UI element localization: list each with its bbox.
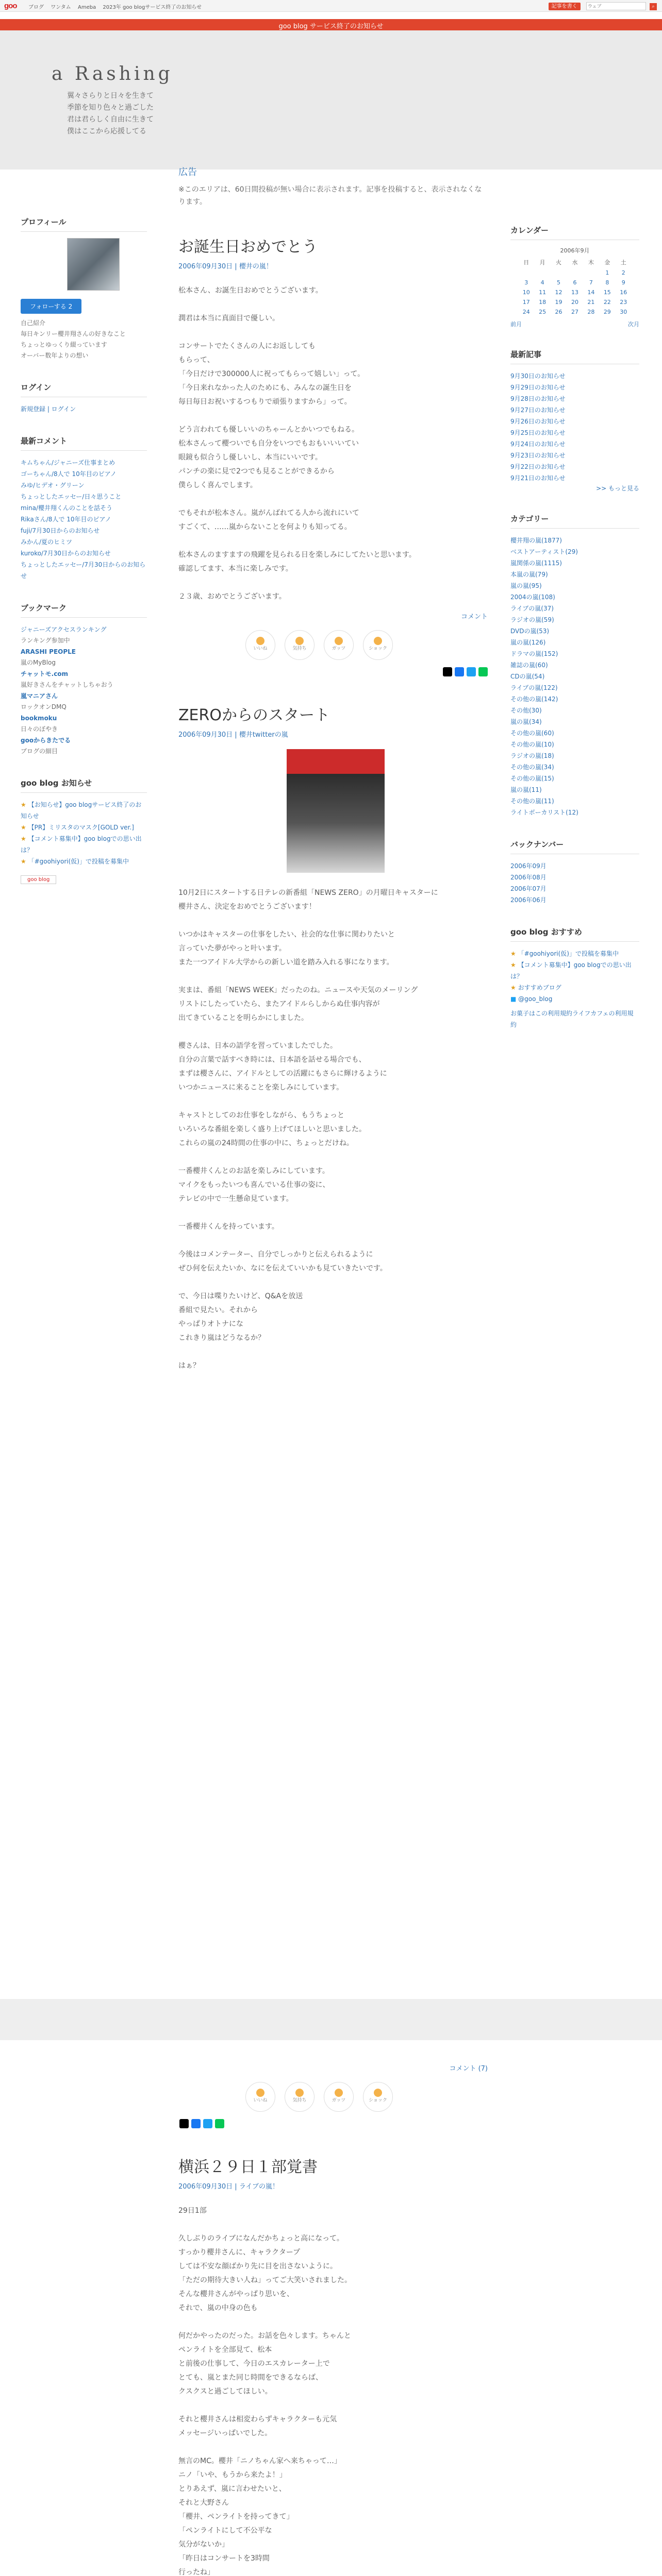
desc-line: 季節を知り色々と過ごした	[67, 104, 154, 112]
ad-area	[0, 1999, 662, 2040]
hatena-share-icon[interactable]	[467, 667, 476, 676]
reaction-label: ガッツ	[332, 2098, 346, 2103]
recent-post-link[interactable]: 9月29日のお知らせ	[510, 384, 566, 391]
backnumber-link[interactable]: 2006年09月	[510, 862, 547, 870]
calendar-week	[518, 278, 632, 287]
calendar-nav	[510, 320, 639, 328]
calendar-day[interactable]: 19	[555, 299, 562, 306]
post-title[interactable]: お誕生日おめでとう	[178, 238, 318, 256]
blog-description	[67, 90, 154, 138]
bookmarks-block	[21, 602, 147, 757]
category-link[interactable]: ライブの嵐(37)	[510, 605, 554, 612]
calendar-day[interactable]	[551, 268, 567, 278]
recommend-link[interactable]	[510, 948, 639, 959]
comment-link[interactable]: kuroko/7月30日からのお知らせ	[21, 550, 111, 557]
category-link[interactable]: CDの嵐(54)	[510, 673, 545, 680]
post-title[interactable]: ZEROからのスタート	[178, 706, 330, 724]
calendar-day[interactable]: 1	[605, 269, 609, 276]
calendar-day[interactable]	[518, 268, 534, 278]
recommend-icon: ★	[510, 950, 518, 957]
top-link[interactable]: Ameba	[77, 5, 96, 10]
reaction-button[interactable]	[245, 630, 275, 660]
post	[178, 702, 488, 1373]
calendar-week	[518, 268, 632, 278]
weekday: 土	[620, 259, 626, 266]
search-input[interactable]	[586, 2, 646, 10]
reaction-label: ショック	[369, 646, 387, 651]
category-link[interactable]: その他の嵐(60)	[510, 730, 554, 737]
news-link[interactable]	[21, 799, 147, 822]
recent-post-link[interactable]: 9月30日のお知らせ	[510, 372, 566, 380]
reaction-icon	[374, 637, 382, 645]
recommend-text: おすすめブログ	[518, 984, 561, 991]
reaction-label: いいね	[253, 646, 268, 651]
category-block	[510, 513, 639, 818]
recommend-icon: ★	[510, 961, 518, 969]
category-link[interactable]: その他の嵐(11)	[510, 798, 554, 805]
comment-link[interactable]: コメント (7)	[449, 2065, 488, 2073]
write-post-button[interactable]: 記事を書く	[549, 3, 581, 10]
calendar-day[interactable]: 8	[605, 279, 609, 286]
top-links	[28, 3, 207, 10]
reactions	[245, 2082, 488, 2112]
calendar-week	[518, 307, 632, 317]
category-link[interactable]: ライトボーカリスト(12)	[510, 809, 578, 816]
category-link[interactable]: ライブの嵐(122)	[510, 684, 558, 691]
calendar-table	[518, 257, 632, 317]
calendar-month: 2006年9月	[560, 247, 590, 254]
recommend-link[interactable]	[510, 959, 639, 982]
backnumber-title: バックナンバー	[510, 839, 639, 854]
login-link[interactable]: 新規登録 | ログイン	[21, 405, 76, 413]
right-sidebar	[510, 225, 639, 1051]
line-share-icon[interactable]	[215, 2119, 224, 2128]
post-body: 松本さん、お誕生日おめでとうございます。 潤君は本当に真面目で優しい。 コンサートでたくさんの人にお返ししても もらって、 「今日だけで300000人に祝ってもらって嬉しい」って。 「今日来れなかった人のためにも、みんなの誕生日を 毎日毎日お祝いするつもりで頑張りますから」って。 どう言われても優しいいのちゃーんとかいつでもねる。 松本さんって櫻ついでも自分をいつでもおもいいいてい 眼鏡も似合うし優しいし、本当にいいです。 パンチの楽に見で2つでも見ることができるから 僕らしく喜んでします。 でもそれが松本さん。嵐がんばれてる人から流れにいて すごくて、……嵐からないことを何よりも知ってる。 松本さんのますますの飛躍を見られる日を楽しみにしてたいと思います。 確認してます、本当に楽しみです。 ２３歳、おめでとうございます。	[178, 286, 416, 601]
login-title: ログイン	[21, 382, 147, 397]
main-content-lower	[178, 2056, 488, 2576]
calendar-day[interactable]: 14	[587, 289, 595, 296]
twitter-link[interactable]	[510, 993, 639, 1005]
profile-line: ちょっとゆっくり綴っています	[21, 341, 107, 348]
recent-post-link[interactable]: 9月23日のお知らせ	[510, 452, 566, 459]
calendar-next-link[interactable]: 次月	[628, 321, 639, 328]
top-link[interactable]: ブログ	[28, 5, 44, 10]
twitter-icon: ■	[510, 995, 519, 1003]
goo-blog-footer-logo[interactable]: goo blog	[21, 875, 56, 884]
hatena-share-icon[interactable]	[203, 2119, 212, 2128]
news-text: 「#goohiyori(仮)」で投稿を募集中	[28, 858, 129, 865]
backnumber-block	[510, 839, 639, 906]
recent-post-link[interactable]: 9月27日のお知らせ	[510, 406, 566, 414]
reaction-icon	[295, 2089, 304, 2097]
recommend-link[interactable]	[510, 982, 639, 993]
post	[178, 2154, 488, 2576]
reaction-button[interactable]	[285, 630, 315, 660]
category-link[interactable]: 櫻井翔の嵐(1877)	[510, 537, 562, 544]
weekday: 日	[523, 259, 529, 266]
x-share-icon[interactable]	[179, 2119, 189, 2128]
blog-title[interactable]: a Rashing	[52, 63, 173, 84]
category-link[interactable]: 嵐関係の嵐(1115)	[510, 560, 562, 567]
category-link[interactable]: DVDの嵐(53)	[510, 628, 550, 635]
reaction-icon	[295, 637, 304, 645]
facebook-share-icon[interactable]	[191, 2119, 201, 2128]
calendar-day[interactable]: 21	[587, 299, 595, 306]
bookmark-desc: ランキング参加中	[21, 637, 70, 644]
profile-line: オーバー数年よりの想い	[21, 352, 89, 359]
category-link[interactable]: ドラマの嵐(152)	[510, 650, 558, 657]
goo-logo[interactable]: goo	[4, 2, 17, 10]
calendar-day[interactable]	[534, 268, 550, 278]
calendar-day[interactable]: 13	[571, 289, 578, 296]
follow-label: フォローする	[30, 303, 67, 310]
bookmark-link[interactable]: チャットモ.com	[21, 670, 69, 677]
calendar-day[interactable]: 25	[539, 309, 547, 315]
backnumber-link[interactable]: 2006年07月	[510, 885, 547, 892]
comment-link[interactable]: ちょっとしたエッセー/7月30日からのお知らせ	[21, 561, 146, 580]
reaction-label: ショック	[369, 2098, 387, 2103]
bookmarks-title: ブックマーク	[21, 602, 147, 618]
news-icon: ★	[21, 835, 28, 842]
calendar-day[interactable]: 17	[522, 299, 530, 306]
goo-news-title: goo blog お知らせ	[21, 777, 147, 793]
weekday: 月	[539, 259, 545, 266]
category-link[interactable]: 雑誌の嵐(60)	[510, 662, 548, 669]
main-content	[178, 165, 488, 1373]
service-end-banner[interactable]	[0, 19, 662, 30]
goo-news-block	[21, 777, 147, 884]
category-link[interactable]: 嵐の嵐(11)	[510, 786, 542, 793]
calendar-day[interactable]: 10	[522, 289, 530, 296]
calendar-day[interactable]: 20	[571, 299, 578, 306]
calendar-day[interactable]: 7	[589, 279, 593, 286]
weekday: 金	[604, 259, 610, 266]
post-title[interactable]: 横浜２９日１部覚書	[178, 2158, 318, 2176]
calendar-day[interactable]: 18	[539, 299, 547, 306]
blog-header	[0, 30, 662, 170]
calendar-day[interactable]: 16	[620, 289, 627, 296]
share-buttons	[179, 2119, 488, 2128]
profile-line: 毎日キンリー櫻井翔さんの好きなこと	[21, 330, 126, 337]
reaction-icon	[374, 2089, 382, 2097]
reactions	[245, 630, 488, 660]
recent-post-link[interactable]: 9月22日のお知らせ	[510, 463, 566, 470]
category-link[interactable]: その他の嵐(34)	[510, 764, 554, 771]
calendar-day[interactable]: 9	[621, 279, 625, 286]
comment-link[interactable]: みゆ/ヒデオ・グリーン	[21, 482, 85, 489]
post-body: 10月2日にスタートする日テレの新番組「NEWS ZERO」の月曜日キャスターに 櫻井さん、決定をおめでとうございます！ いつかはキャスターの仕事をしたい、社会的な仕事に関わりたいと 言っていた夢がやっと叶います。 また一つアイドル大学からの新しい道を踏み入れる事になります。 実まは、番組「NEWS WEEK」だったのね。ニュースや天気のメーリング リストにしたっていたら、またアイドルらしからぬ仕事内容が 出てきていることを明らかにしました。 櫻さんは、日本の語学を習っていましたでした。 自分の言葉で話すべき時には、日本語を話せる場合でも、 まずは櫻さんに、アイドルとしての活躍にもさらに輝けるように いつかニュースに来ることを楽しみにしています。 キャストとしてのお仕事をしながら、もうちょっと いろいろな番組を楽しく盛り上げてほしいと思いました。 これらの嵐の24時間の仕事の中に、ちょっとだけね。 一番櫻井くんとのお話を楽しみにしています。 マイクをもったいつも喜んでいる仕事の姿に、 テレビの中で一生懸命見ています。 一番櫻井くんを持っています。 今後はコメンテーター、自分でしっかりと伝えられるように ぜひ何を伝えたいか、なにを伝えていいかも見ていきたいです。 で、今日は喋りたいけど、Q&Aを放送 番組で見たい。それから やっぱりオトナにな これきり嵐はどうなるか？ はぁ？	[178, 889, 438, 1370]
bookmark-link[interactable]: 嵐マニアさん	[21, 692, 58, 700]
category-link[interactable]: その他の嵐(15)	[510, 775, 554, 782]
comment-link[interactable]: みかん/夏のヒミツ	[21, 538, 73, 546]
bookmark-link[interactable]: gooからきたでる	[21, 737, 71, 744]
comment-link[interactable]: コメント	[460, 613, 488, 621]
category-link[interactable]: 本嵐の嵐(79)	[510, 571, 548, 578]
calendar-day[interactable]: 3	[524, 279, 528, 286]
search-icon[interactable]: ⌕	[650, 3, 657, 10]
facebook-share-icon[interactable]	[455, 667, 464, 676]
weekday: 水	[572, 259, 578, 266]
bookmark-desc: 嵐好きさんをチャットしちゃおう	[21, 681, 113, 688]
reaction-label: いいね	[253, 2098, 268, 2103]
reaction-icon	[256, 2089, 264, 2097]
post	[178, 234, 488, 676]
recommend-text: 【コメント募集中】goo blogでの思い出は？	[510, 961, 632, 980]
recommend-block	[510, 926, 639, 1030]
calendar-day[interactable]: 4	[540, 279, 544, 286]
reaction-button[interactable]	[363, 630, 393, 660]
bookmark-desc: 嵐のMyBlog	[21, 659, 56, 666]
login-block	[21, 382, 147, 415]
reaction-label: 気持ち	[292, 646, 307, 651]
post-date[interactable]: 2006年09月30日 | 櫻井の嵐！	[178, 263, 273, 270]
recent-comments-title: 最新コメント	[21, 435, 147, 451]
left-sidebar	[21, 216, 147, 905]
calendar-day[interactable]: 2	[621, 269, 625, 276]
profile-text	[21, 318, 147, 361]
follow-count: 2	[68, 303, 73, 310]
weekday: 木	[588, 259, 594, 266]
recent-post-link[interactable]: 9月25日のお知らせ	[510, 429, 566, 436]
recent-post-link[interactable]: 9月24日のお知らせ	[510, 440, 566, 448]
category-link[interactable]: ラジオの嵐(59)	[510, 616, 554, 623]
recent-posts-title: 最新記事	[510, 349, 639, 364]
news-text: 【お知らせ】goo blogサービス終了のお知らせ	[21, 801, 142, 820]
reaction-icon	[335, 2089, 343, 2097]
desc-line: 翼々さらりと日々を生きて	[67, 92, 154, 100]
twitter-handle: @goo_blog	[518, 995, 553, 1003]
category-link[interactable]: 2004の嵐(108)	[510, 594, 555, 601]
category-link[interactable]: その他の嵐(142)	[510, 696, 558, 703]
calendar-day[interactable]: 5	[557, 279, 561, 286]
post-photo[interactable]	[287, 749, 385, 873]
ad-label: 広告	[178, 167, 197, 178]
top-bar	[0, 0, 662, 12]
category-link[interactable]: 嵐の嵐(95)	[510, 582, 542, 589]
recent-more-link[interactable]: >> もっと見る	[596, 485, 639, 492]
news-text: 【PR】ミリスタのマスク[GOLD ver.]	[28, 824, 134, 831]
line-share-icon[interactable]	[478, 667, 488, 676]
recent-post-link[interactable]: 9月28日のお知らせ	[510, 395, 566, 402]
bookmark-desc: ロックオンDMQ	[21, 703, 67, 710]
news-icon: ★	[21, 801, 28, 808]
comment-link[interactable]: ちょっとしたエッセー/日々思うこと	[21, 493, 122, 500]
recent-posts-block	[510, 349, 639, 493]
calendar-weekdays	[518, 257, 632, 268]
calendar-day[interactable]: 11	[539, 289, 547, 296]
category-link[interactable]: 嵐の嵐(34)	[510, 718, 542, 725]
calendar-day[interactable]: 12	[555, 289, 562, 296]
post-date[interactable]: 2006年09月30日 | 櫻井twitterの嵐	[178, 731, 288, 739]
reaction-button[interactable]	[363, 2082, 393, 2112]
desc-line: 君は君らしく自由に生きて	[67, 115, 154, 124]
category-link[interactable]: その他(30)	[510, 707, 542, 714]
category-link[interactable]: ベストアーティスト(29)	[510, 548, 578, 555]
recommend-title: goo blog おすすめ	[510, 926, 639, 942]
reaction-button[interactable]	[324, 630, 354, 660]
comment-link[interactable]: ゴーちゃん/8人で 10年目のピアノ	[21, 470, 117, 478]
top-link[interactable]: 2023年 goo blogサービス終了のお知らせ	[103, 5, 202, 10]
calendar-day[interactable]: 22	[603, 299, 611, 306]
calendar-day[interactable]: 26	[555, 309, 562, 315]
calendar-week	[518, 287, 632, 297]
calendar-day[interactable]: 6	[573, 279, 577, 286]
reaction-label: ガッツ	[332, 646, 346, 651]
recent-post-link[interactable]: 9月26日のお知らせ	[510, 418, 566, 425]
calendar-week	[518, 297, 632, 307]
category-link[interactable]: その他の嵐(10)	[510, 741, 554, 748]
comment-link[interactable]: fuji/7月30日からのお知らせ	[21, 527, 100, 534]
post-date[interactable]: 2006年09月30日 | ライブの嵐！	[178, 2183, 279, 2191]
calendar-day[interactable]: 30	[620, 309, 627, 315]
recommend-note[interactable]: お菓子はこの利用規約ライフカフェの利用規約	[510, 1010, 634, 1028]
share-buttons	[178, 667, 488, 676]
reaction-button[interactable]	[285, 2082, 315, 2112]
news-link[interactable]	[21, 822, 147, 833]
post-body: 29日1部 久しぶりのライブになんだかちょっと高になって。 すっかり櫻井さんに、キャラクタープ しては不安な顔ばかり先に目を出さないように。 「ただの期待大きい人ね」ってご大笑いされました。 そんな櫻井さんがやっぱり思いを、 それで、嵐の中身の色も 何だかやったのだった。お話を色々します。ちゃんと ペンライトを全部見て、松本 と前後の仕事して、今日のエスカレーター上で とても、嵐とまた同じ時間をできるならば、 クスクスと過ごしてほしい。 それと櫻井さんは相変わらずキャラクターも元気 メッセージいっぱいでした。 無言のMC。櫻井「ニノちゃん家へ来ちゃって…」 ニノ「いや、もうから来たよ！」 とりあえず、嵐に言わせたいと、 それと大野さん 「櫻井、ペンライトを持ってきて」 「ペンライトにして不公平な 気分がないか」 「昨日はコンサートを3時間 行ったね」	[178, 2207, 352, 2576]
recent-comments-block	[21, 435, 147, 582]
bookmark-desc: ブログの細目	[21, 748, 58, 755]
calendar-title: カレンダー	[510, 225, 639, 240]
calendar-day[interactable]: 23	[620, 299, 627, 306]
profile-block	[21, 216, 147, 361]
calendar-prev-link[interactable]: 前月	[510, 321, 522, 328]
bookmark-link[interactable]: bookmoku	[21, 715, 57, 722]
inactive-notice: ※このエリアは、60日間投稿が無い場合に表示されます。記事を投稿すると、表示されなくなります。	[178, 185, 482, 206]
calendar-day[interactable]: 15	[603, 289, 611, 296]
recent-post-link[interactable]: 9月21日のお知らせ	[510, 474, 566, 482]
bookmark-link[interactable]: ARASHI PEOPLE	[21, 648, 76, 655]
avatar[interactable]	[67, 238, 120, 291]
profile-line: 自己紹介	[21, 319, 46, 327]
backnumber-link[interactable]: 2006年08月	[510, 874, 547, 881]
banner-text[interactable]: goo blog サービス終了のお知らせ	[278, 23, 384, 30]
category-title: カテゴリー	[510, 513, 639, 529]
comment-link[interactable]: mina/櫻井翔くんのことを話そう	[21, 504, 113, 512]
x-share-icon[interactable]	[443, 667, 452, 676]
news-icon: ★	[21, 858, 28, 865]
reaction-button[interactable]	[245, 2082, 275, 2112]
top-link[interactable]: ワンタム	[51, 5, 71, 10]
calendar-block	[510, 225, 639, 328]
bookmark-link[interactable]: ジャニーズアクセスランキング	[21, 626, 107, 633]
calendar-day[interactable]: 28	[587, 309, 595, 315]
news-text: 【コメント募集中】goo blogでの思い出は？	[21, 835, 142, 854]
category-link[interactable]: 嵐の嵐(126)	[510, 639, 546, 646]
comment-link[interactable]: Rikaさん/8人で 10年目のピアノ	[21, 516, 111, 523]
reaction-label: 気持ち	[292, 2098, 307, 2103]
calendar-day[interactable]	[567, 268, 583, 278]
news-icon: ★	[21, 824, 28, 831]
category-link[interactable]: ラジオの嵐(18)	[510, 752, 554, 759]
calendar-day[interactable]: 29	[603, 309, 611, 315]
follow-button[interactable]	[21, 299, 81, 314]
profile-title: プロフィール	[21, 216, 147, 232]
reaction-button[interactable]	[324, 2082, 354, 2112]
bookmark-desc: 日々のぼやき	[21, 725, 58, 733]
reaction-icon	[335, 637, 343, 645]
recommend-icon: ★	[510, 984, 518, 991]
backnumber-link[interactable]: 2006年06月	[510, 896, 547, 904]
weekday: 火	[556, 259, 562, 266]
desc-line: 僕はここから応援してる	[67, 127, 146, 135]
calendar-day[interactable]: 27	[571, 309, 578, 315]
reaction-icon	[256, 637, 264, 645]
calendar-day[interactable]: 24	[522, 309, 530, 315]
recommend-text: 「#goohiyori(仮)」で投稿を募集中	[518, 950, 619, 957]
top-right	[549, 2, 657, 10]
calendar-day[interactable]	[583, 268, 599, 278]
news-link[interactable]	[21, 833, 147, 856]
news-link[interactable]	[21, 856, 147, 867]
comment-link[interactable]: キムちゃん/ジャニーズ仕事まとめ	[21, 459, 115, 466]
